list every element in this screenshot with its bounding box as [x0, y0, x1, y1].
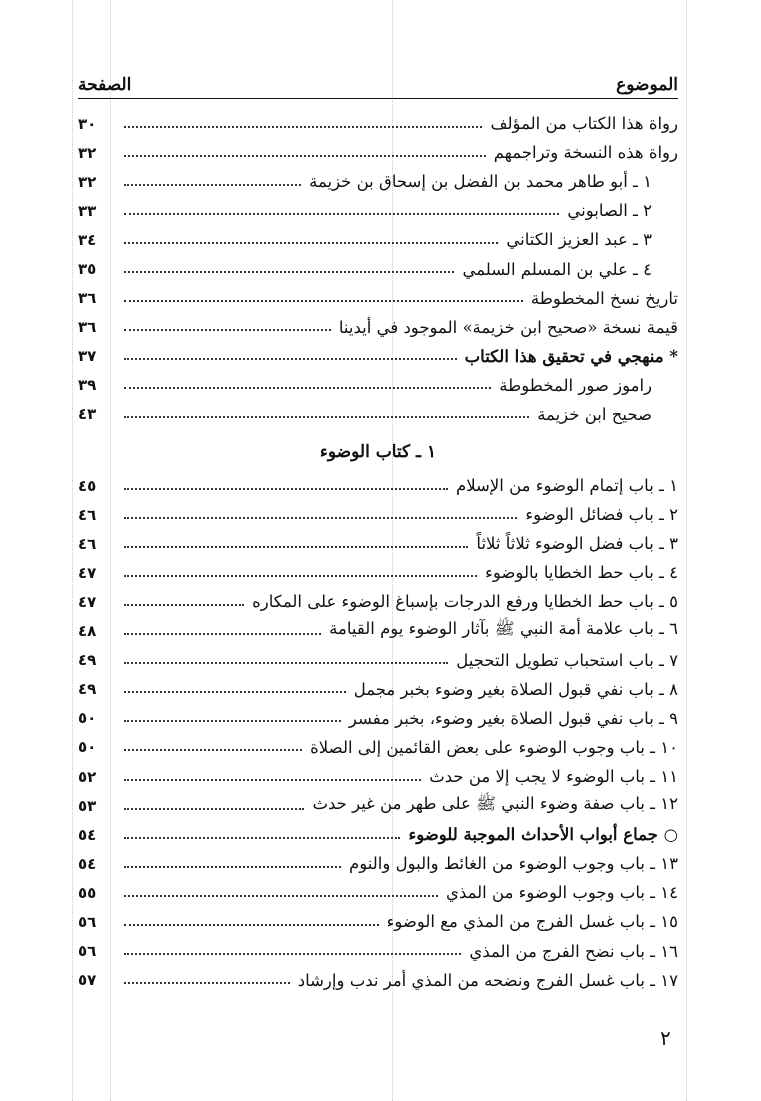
entry-page: ٤٦ [78, 505, 97, 524]
entry-page: ٣٢ [78, 143, 97, 162]
topic-heading: الموضوع [616, 75, 678, 95]
toc-entry [78, 109, 678, 138]
leader-dots [124, 546, 468, 548]
leader-dots [124, 213, 559, 215]
entry-text: ٦ ـ باب علامة أمة النبي ﷺ بآثار الوضوء يوم القيامة [329, 619, 678, 639]
toc-entry [78, 820, 678, 849]
page-number: ٢ [660, 1026, 671, 1050]
entry-text: ٤ ـ علي بن المسلم السلمي [462, 259, 652, 279]
entry-text: ١ ـ أبو طاهر محمد بن الفضل بن إسحاق بن خزيمة [309, 172, 652, 192]
entry-text: ٤ ـ باب حط الخطايا بالوضوء [485, 563, 678, 583]
entry-text: ٧ ـ باب استحباب تطويل التحجيل [456, 650, 678, 670]
entry-text: ١ ـ باب إتمام الوضوء من الإسلام [456, 476, 678, 496]
leader-dots [124, 779, 421, 781]
entry-text: قيمة نسخة «صحيح ابن خزيمة» الموجود في أيدينا [338, 317, 678, 337]
entry-page: ٣٤ [78, 230, 97, 249]
toc-entry [78, 196, 678, 225]
entry-page: ٥٠ [78, 709, 97, 728]
leader-dots [124, 126, 482, 128]
toc-entry [78, 791, 678, 820]
entry-text: ١٢ ـ باب صفة وضوء النبي ﷺ على طهر من غير حدث [312, 793, 678, 813]
entry-text: ١٣ ـ باب وجوب الوضوء من الغائط والبول والنوم [349, 854, 678, 874]
entry-page: ٤٧ [78, 563, 97, 582]
entry-page: ٣٢ [78, 172, 97, 191]
entry-text: * منهجي في تحقيق هذا الكتاب [464, 346, 678, 366]
entry-page: ٥٦ [78, 912, 97, 931]
leader-dots [124, 517, 517, 519]
entry-text: ٣ ـ باب فضل الوضوء ثلاثاً ثلاثاً [476, 534, 678, 554]
entry-text: ١٧ ـ باب غسل الفرج ونضحه من المذي أمر ندب وإرشاد [297, 970, 678, 990]
leader-dots [124, 242, 498, 244]
toc-page [78, 68, 678, 995]
leader-dots [124, 358, 457, 360]
leader-dots [124, 982, 290, 984]
leader-dots [124, 837, 400, 839]
toc-list-front [78, 109, 678, 429]
toc-entry [78, 704, 678, 733]
entry-page: ٤٨ [78, 622, 97, 641]
entry-page: ٣٥ [78, 260, 97, 279]
leader-dots [124, 155, 486, 157]
entry-text: ١٠ ـ باب وجوب الوضوء على بعض القائمين إلى الصلاة [310, 737, 678, 757]
leader-dots [124, 604, 244, 606]
leader-dots [124, 749, 302, 751]
toc-entry [78, 878, 678, 907]
entry-page: ٣٧ [78, 347, 97, 366]
entry-text: تاريخ نسخ المخطوطة [530, 288, 678, 308]
entry-page: ٤٧ [78, 592, 97, 611]
toc-entry [78, 371, 678, 400]
entry-text: ١٥ ـ باب غسل الفرج من المذي مع الوضوء [386, 912, 678, 932]
entry-text: ○ جماع أبواب الأحداث الموجبة للوضوء [408, 825, 678, 845]
entry-page: ٥٤ [78, 825, 97, 844]
toc-entry [78, 558, 678, 587]
entry-page: ٥٠ [78, 738, 97, 757]
leader-dots [124, 416, 529, 418]
entry-page: ٤٥ [78, 476, 97, 495]
entry-text: ٨ ـ باب نفي قبول الصلاة بغير وضوء بخبر مجمل [353, 679, 678, 699]
entry-text: رواة هذه النسخة وتراجمهم [493, 143, 678, 163]
entry-text: صحيح ابن خزيمة [537, 404, 652, 424]
entry-page: ٤٦ [78, 534, 97, 553]
toc-entry [78, 167, 678, 196]
toc-entry [78, 400, 678, 429]
entry-text: راموز صور المخطوطة [499, 375, 652, 395]
toc-entry [78, 675, 678, 704]
leader-dots [124, 720, 341, 722]
leader-dots [124, 488, 448, 490]
entry-text: ٢ ـ باب فضائل الوضوء [525, 505, 678, 525]
entry-text: رواة هذا الكتاب من المؤلف [490, 114, 678, 134]
toc-entry [78, 284, 678, 313]
toc-entry [78, 500, 678, 529]
entry-page: ٣٩ [78, 376, 97, 395]
toc-header [78, 68, 678, 99]
toc-entry [78, 313, 678, 342]
toc-entry [78, 529, 678, 558]
toc-entry [78, 937, 678, 966]
leader-dots [124, 271, 454, 273]
entry-page: ٤٣ [78, 405, 97, 424]
toc-entry [78, 138, 678, 167]
entry-text: ١٤ ـ باب وجوب الوضوء من المذي [446, 883, 678, 903]
toc-entry [78, 225, 678, 254]
toc-entry [78, 617, 678, 646]
entry-page: ٥٢ [78, 767, 97, 786]
entry-page: ٤٩ [78, 680, 97, 699]
column-guide [72, 0, 73, 1101]
entry-text: ١١ ـ باب الوضوء لا يجب إلا من حدث [429, 767, 678, 787]
toc-entry [78, 587, 678, 616]
column-guide [686, 0, 687, 1101]
leader-dots [124, 691, 346, 693]
entry-page: ٥٧ [78, 971, 97, 990]
entry-page: ٣٦ [78, 289, 97, 308]
page-heading: الصفحة [78, 75, 132, 95]
toc-entry [78, 907, 678, 936]
toc-entry [78, 733, 678, 762]
toc-list-wudu [78, 471, 678, 995]
entry-text: ١٦ ـ باب نضح الفرج من المذي [469, 941, 678, 961]
leader-dots [124, 895, 438, 897]
section-title: ١ ـ كتاب الوضوء [319, 442, 437, 463]
entry-page: ٥٦ [78, 942, 97, 961]
leader-dots [124, 953, 461, 955]
entry-page: ٥٥ [78, 883, 97, 902]
leader-dots [124, 808, 304, 810]
leader-dots [124, 662, 448, 664]
toc-entry [78, 762, 678, 791]
leader-dots [124, 633, 321, 635]
toc-entry [78, 471, 678, 500]
entry-page: ٥٣ [78, 796, 97, 815]
leader-dots [124, 575, 477, 577]
entry-page: ٤٩ [78, 651, 97, 670]
leader-dots [124, 866, 341, 868]
entry-text: ٩ ـ باب نفي قبول الصلاة بغير وضوء، بخبر مفسر [348, 708, 678, 728]
entry-text: ٥ ـ باب حط الخطايا ورفع الدرجات بإسباغ الوضوء على المكاره [252, 592, 678, 612]
toc-entry [78, 254, 678, 283]
toc-entry [78, 342, 678, 371]
entry-page: ٥٤ [78, 854, 97, 873]
toc-entry [78, 849, 678, 878]
leader-dots [124, 300, 523, 302]
entry-text: ٣ ـ عبد العزيز الكتاني [506, 230, 652, 250]
leader-dots [124, 387, 491, 389]
toc-entry [78, 646, 678, 675]
leader-dots [124, 184, 301, 186]
leader-dots [124, 329, 331, 331]
entry-page: ٣٣ [78, 201, 97, 220]
entry-page: ٣٠ [78, 114, 97, 133]
leader-dots [124, 924, 379, 926]
toc-entry [78, 966, 678, 995]
entry-page: ٣٦ [78, 318, 97, 337]
entry-text: ٢ ـ الصابوني [567, 201, 652, 221]
